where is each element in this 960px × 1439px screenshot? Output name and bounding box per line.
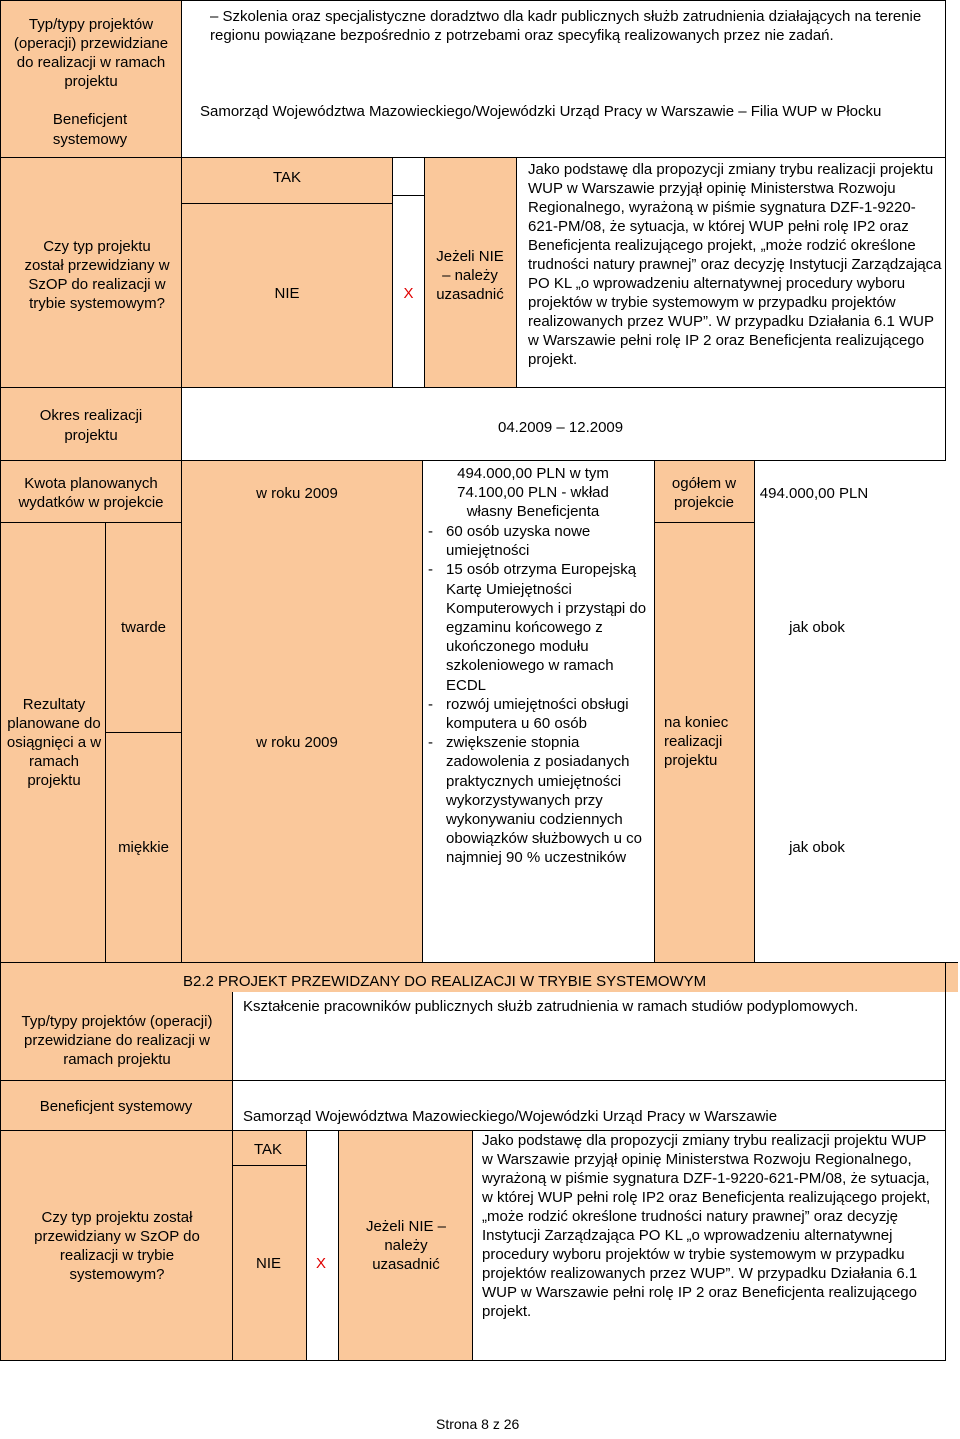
t1-total-label: ogółem w projekcie: [671, 475, 737, 511]
t1-soft-same: jak obok: [789, 838, 845, 856]
t2-nie-x-mark: X: [316, 1255, 327, 1272]
t2-beneficiary-value: Samorząd Województwa Mazowieckiego/Wojewódzki Urząd Pracy w Warszawie: [243, 1108, 778, 1125]
list-item: - 60 osób uzyska nowe umiejętności: [428, 522, 650, 560]
t1-amount-year: w roku 2009: [256, 484, 338, 502]
t1-results-year: w roku 2009: [256, 733, 338, 751]
list-item: - rozwój umiejętności obsługi komputera u 60 osób: [428, 695, 650, 733]
t1-results-label: Rezultaty planowane do osiągnięci a w ramach projektu: [6, 696, 102, 789]
list-item: - 15 osób otrzyma Europejską Kartę Umiejętności Komputerowych i przystąpi do egzaminu końcowego z ukończonego modułu szkoleniowego w ramach ECDL: [428, 560, 650, 694]
t1-justify-label: Jeżeli NIE – należy uzasadnić: [436, 247, 504, 303]
t2-beneficiary-label: Beneficjent systemowy: [39, 1097, 193, 1115]
t1-tak-label: TAK: [272, 168, 302, 186]
t1-end-label: na koniec realizacji projektu: [664, 714, 729, 769]
t1-hard-label: twarde: [120, 618, 167, 636]
t2-type-value: Kształcenie pracowników publicznych służb zatrudnienia w ramach studiów podyplomowych.: [243, 998, 859, 1015]
t2-justify-label: Jeżeli NIE – należy uzasadnić: [365, 1217, 447, 1273]
t1-beneficiary-label: Beneficjent systemowy: [52, 111, 128, 148]
t2-type-label: Typ/typy projektów (operacji) przewidziane do realizacji w ramach projektu: [21, 1012, 213, 1068]
t2-tak-label: TAK: [254, 1141, 283, 1158]
t1-period-value: 04.2009 – 12.2009: [498, 419, 624, 436]
page-number: Strona 8 z 26: [436, 1416, 520, 1432]
t1-beneficiary-value: Samorząd Województwa Mazowieckiego/Wojewódzki Urząd Pracy w Warszawie – Filia WUP w Płocku: [200, 103, 882, 120]
t1-type-value: – Szkolenia oraz specjalistyczne doradztwo dla kadr publicznych służb zatrudnienia działających na terenie regionu powiązane bezpośrednio z potrzebami oraz specyfiką realizowanych przez nie zadań.: [210, 8, 922, 44]
t1-type-label: Typ/typy projektów (operacji) przewidziane do realizacji w ramach projektu: [13, 16, 169, 90]
t1-nie-x-mark: X: [403, 284, 414, 302]
t1-hard-same: jak obok: [789, 618, 845, 636]
t1-systemic-label: Czy typ projektu został przewidziany w SzOP do realizacji w trybie systemowym?: [24, 238, 170, 312]
t1-nie-label: NIE: [274, 284, 300, 302]
t2-systemic-label: Czy typ projektu został przewidziany w SzOP do realizacji w trybie systemowym?: [34, 1209, 200, 1283]
t1-amount-label: Kwota planowanych wydatków w projekcie: [18, 474, 164, 511]
t1-total-value: 494.000,00 PLN: [759, 484, 869, 502]
t1-period-label: Okres realizacji projektu: [39, 407, 143, 444]
t2-heading: B2.2 PROJEKT PRZEWIDZANY DO REALIZACJI W TRYBIE SYSTEMOWYM: [183, 973, 707, 990]
t1-results-list: [428, 522, 650, 868]
t1-soft-label: miękkie: [118, 838, 169, 856]
list-item: - zwiększenie stopnia zadowolenia z posiadanych praktycznych umiejętności wykorzystywanych przy wykonywaniu codziennych obowiązków służbowych u co najmniej 90 % uczestników: [428, 733, 650, 867]
t1-amount-value: 494.000,00 PLN w tym 74.100,00 PLN - wkład własny Beneficjenta: [457, 465, 609, 520]
t2-justification: Jako podstawę dla propozycji zmiany trybu realizacji projektu WUP w Warszawie przyjął opinię Ministerstwa Rozwoju Regionalnego, wyrażoną w piśmie sygnatura DZF-1-9220-621-PM/08, że sytuacja, w której WUP pełni rolę IP2 oraz Beneficjenta realizującego projekt, „może rodzić określone trudności natury prawnej” oraz decyzję Instytucji Zarządzająca PO KL „o wprowadzeniu alternatywnej procedury wyboru projektów w trybie systemowym w przypadku projektów realizowanych przez WUP”. W przypadku Działania 6.1 WUP w Warszawie pełni rolę IP 2 oraz Beneficjenta realizującego projekt.: [482, 1132, 931, 1320]
t2-nie-label: NIE: [256, 1255, 282, 1272]
t1-justification: Jako podstawę dla propozycji zmiany trybu realizacji projektu WUP w Warszawie przyjął opinię Ministerstwa Rozwoju Regionalnego, wyrażoną w piśmie sygnatura DZF-1-9220-621-PM/08, że sytuacja, w której WUP pełni rolę IP2 oraz Beneficjenta realizującego projekt, „może rodzić określone trudności natury prawnej” oraz decyzję Instytucji Zarządzająca PO KL „o wprowadzeniu alternatywnej procedury wyboru projektów w trybie systemowym w przypadku projektów realizowanych przez WUP”. W przypadku Działania 6.1 WUP w Warszawie pełni rolę IP 2 oraz Beneficjenta realizującego projekt.: [528, 161, 942, 368]
